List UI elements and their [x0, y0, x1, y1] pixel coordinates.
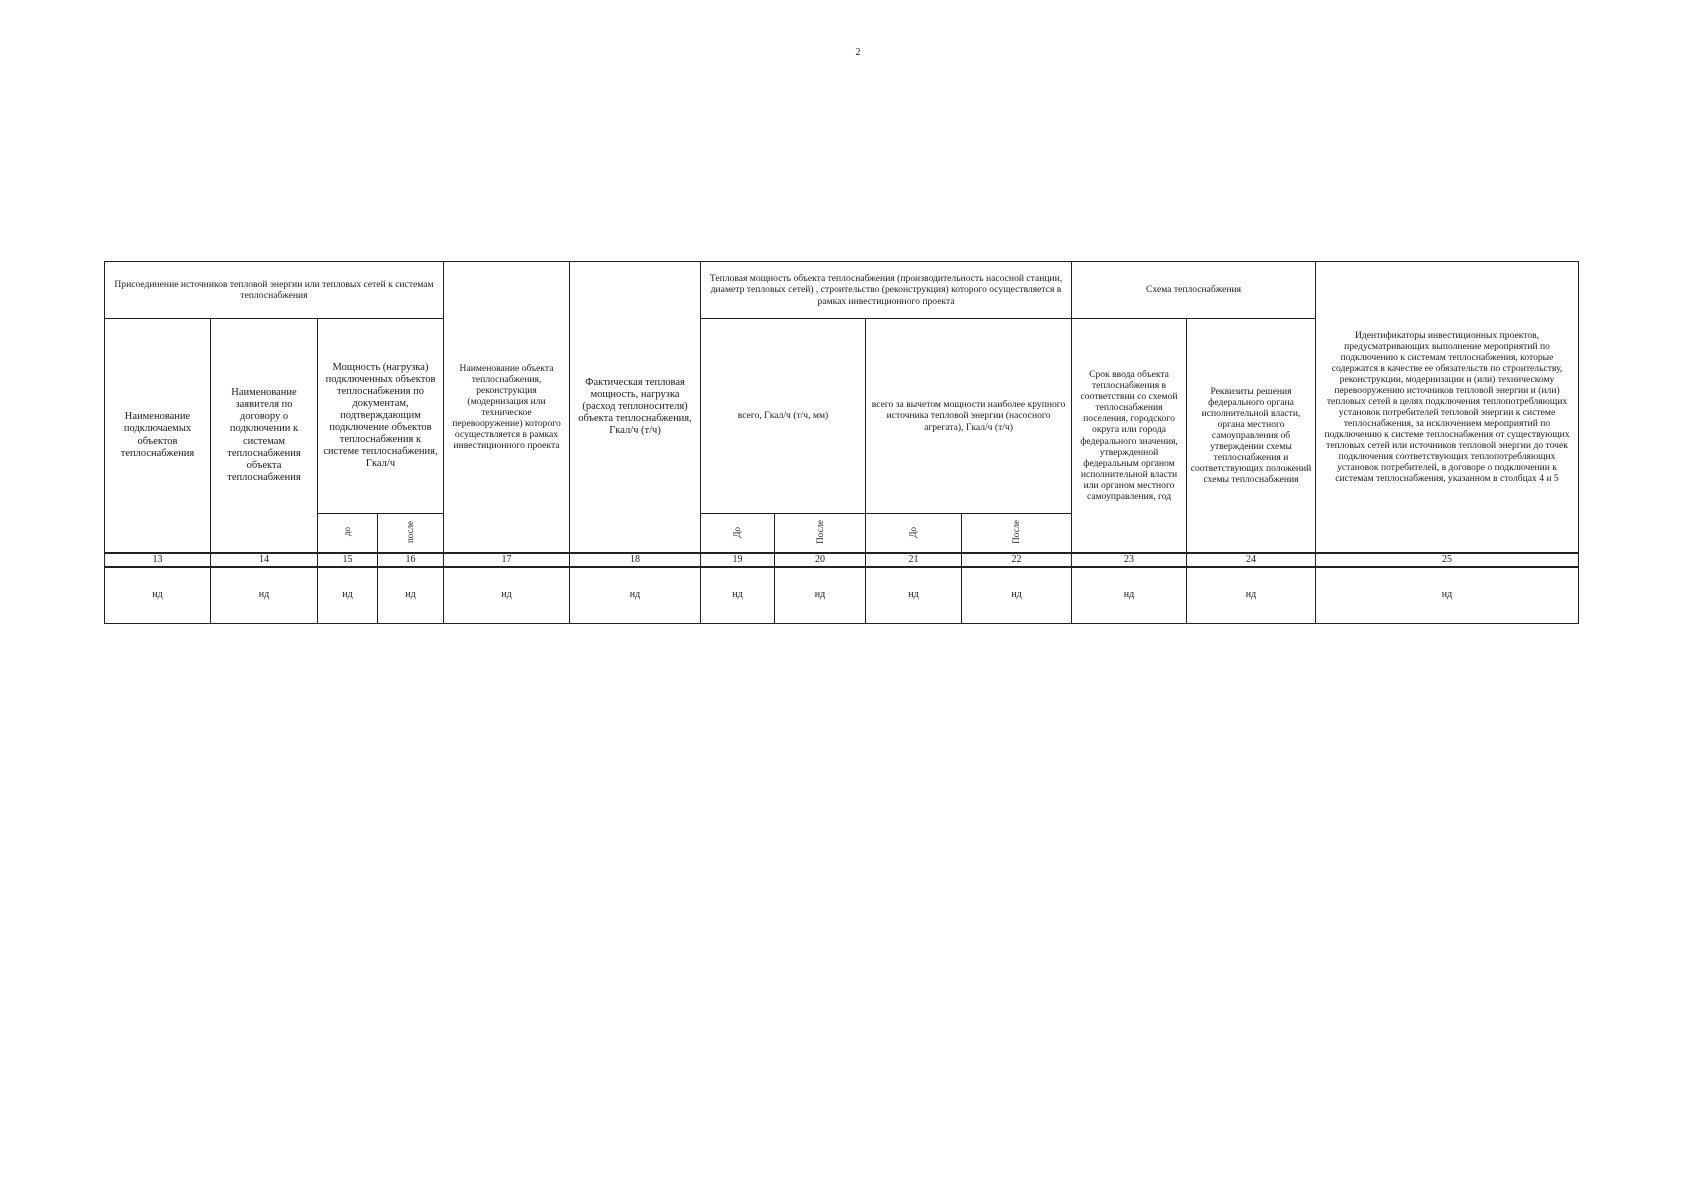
header-col23: Срок ввода объекта теплоснабжения в соответствии со схемой теплоснабжения поселения, городского округа или города федерального значения, утвержденной федеральным органом исполнительной власти или органом местного самоуправления, год: [1072, 319, 1187, 554]
column-number: 15: [318, 553, 378, 567]
table-cell: нд: [378, 567, 444, 624]
header-col14: Наименование заявителя по договору о подключении к системам теплоснабжения объекта теплоснабжения: [211, 319, 318, 554]
column-number: 20: [775, 553, 866, 567]
table-row: [105, 567, 1579, 624]
column-number: 17: [444, 553, 570, 567]
header-col19-label: До: [732, 526, 743, 538]
column-number: 21: [866, 553, 962, 567]
table-cell: нд: [211, 567, 318, 624]
column-number: 19: [701, 553, 775, 567]
table-cell: нд: [701, 567, 775, 624]
header-col13: Наименование подключаемых объектов теплоснабжения: [105, 319, 211, 554]
column-number: 23: [1072, 553, 1187, 567]
header-col17: Наименование объекта теплоснабжения, реконструкция (модернизация или техническое перевооружение) которого осуществляется в рамках инвестиционного проекта: [444, 262, 570, 554]
header-col25: Идентификаторы инвестиционных проектов, предусматривающих выполнение мероприятий по подключению к системам теплоснабжения, которые содержатся в качестве ее обязательств по строительству, реконструкции, модернизации и (или) техническому перевооружению источников тепловой энергии и (или) тепловых сетей в целях подключения теплопотребляющих установок потребителей тепловой энергии к системе теплоснабжения, за исключением мероприятий по подключению к системе теплоснабжения от существующих тепловых сетей или источников тепловой энергии до точек подключения соответствующих теплопотребляющих установок потребителей, в договоре о подключении к системам теплоснабжения, указанном в столбцах 4 и 5: [1316, 262, 1579, 554]
header-col20: [775, 514, 866, 554]
header-col24: Реквизиты решения федерального органа исполнительной власти, органа местного самоуправления об утверждении схемы теплоснабжения и соответствующих положений схемы теплоснабжения: [1187, 319, 1316, 554]
header-col18: Фактическая тепловая мощность, нагрузка (расход теплоносителя) объекта теплоснабжения, Гкал/ч (т/ч): [570, 262, 701, 554]
header-col15: [318, 514, 378, 554]
header-col15-16: Мощность (нагрузка) подключенных объектов теплоснабжения по документам, подтверждающим подключение объектов теплоснабжения к системе теплоснабжения, Гкал/ч: [318, 319, 444, 514]
table-cell: нд: [1072, 567, 1187, 624]
table-cell: нд: [1187, 567, 1316, 624]
header-col21-22: всего за вычетом мощности наиболее крупного источника тепловой энергии (насосного агрегата), Гкал/ч (т/ч): [866, 319, 1072, 514]
header-col21-label: До: [908, 526, 919, 538]
column-number: 13: [105, 553, 211, 567]
header-col22: [962, 514, 1072, 554]
investment-project-table: [104, 261, 1579, 624]
header-col19: [701, 514, 775, 554]
header-col22-label: После: [1011, 519, 1022, 544]
header-capacity-group: Тепловая мощность объекта теплоснабжения (производительность насосной станции, диаметр тепловых сетей) , строительство (реконструкция) которого осуществляется в рамках инвестиционного проекта: [701, 262, 1072, 319]
table-cell: нд: [1316, 567, 1579, 624]
column-number: 24: [1187, 553, 1316, 567]
table-cell: нд: [444, 567, 570, 624]
column-number: 16: [378, 553, 444, 567]
table-cell: нд: [962, 567, 1072, 624]
column-number: 22: [962, 553, 1072, 567]
header-col19-20: всего, Гкал/ч (т/ч, мм): [701, 319, 866, 514]
header-col16-label: после: [405, 520, 416, 543]
table-cell: нд: [570, 567, 701, 624]
column-number: 18: [570, 553, 701, 567]
header-col20-label: После: [814, 519, 825, 544]
table-cell: нд: [318, 567, 378, 624]
header-scheme-group: Схема теплоснабжения: [1072, 262, 1316, 319]
column-number-row: [105, 553, 1579, 567]
header-col21: [866, 514, 962, 554]
table-cell: нд: [105, 567, 211, 624]
column-number: 25: [1316, 553, 1579, 567]
table-cell: нд: [775, 567, 866, 624]
header-connection-group: Присоединение источников тепловой энергии или тепловых сетей к системам теплоснабжения: [105, 262, 444, 319]
column-number: 14: [211, 553, 318, 567]
table-cell: нд: [866, 567, 962, 624]
header-col15-label: до: [342, 527, 353, 537]
header-col16: [378, 514, 444, 554]
page-number: 2: [855, 47, 861, 58]
